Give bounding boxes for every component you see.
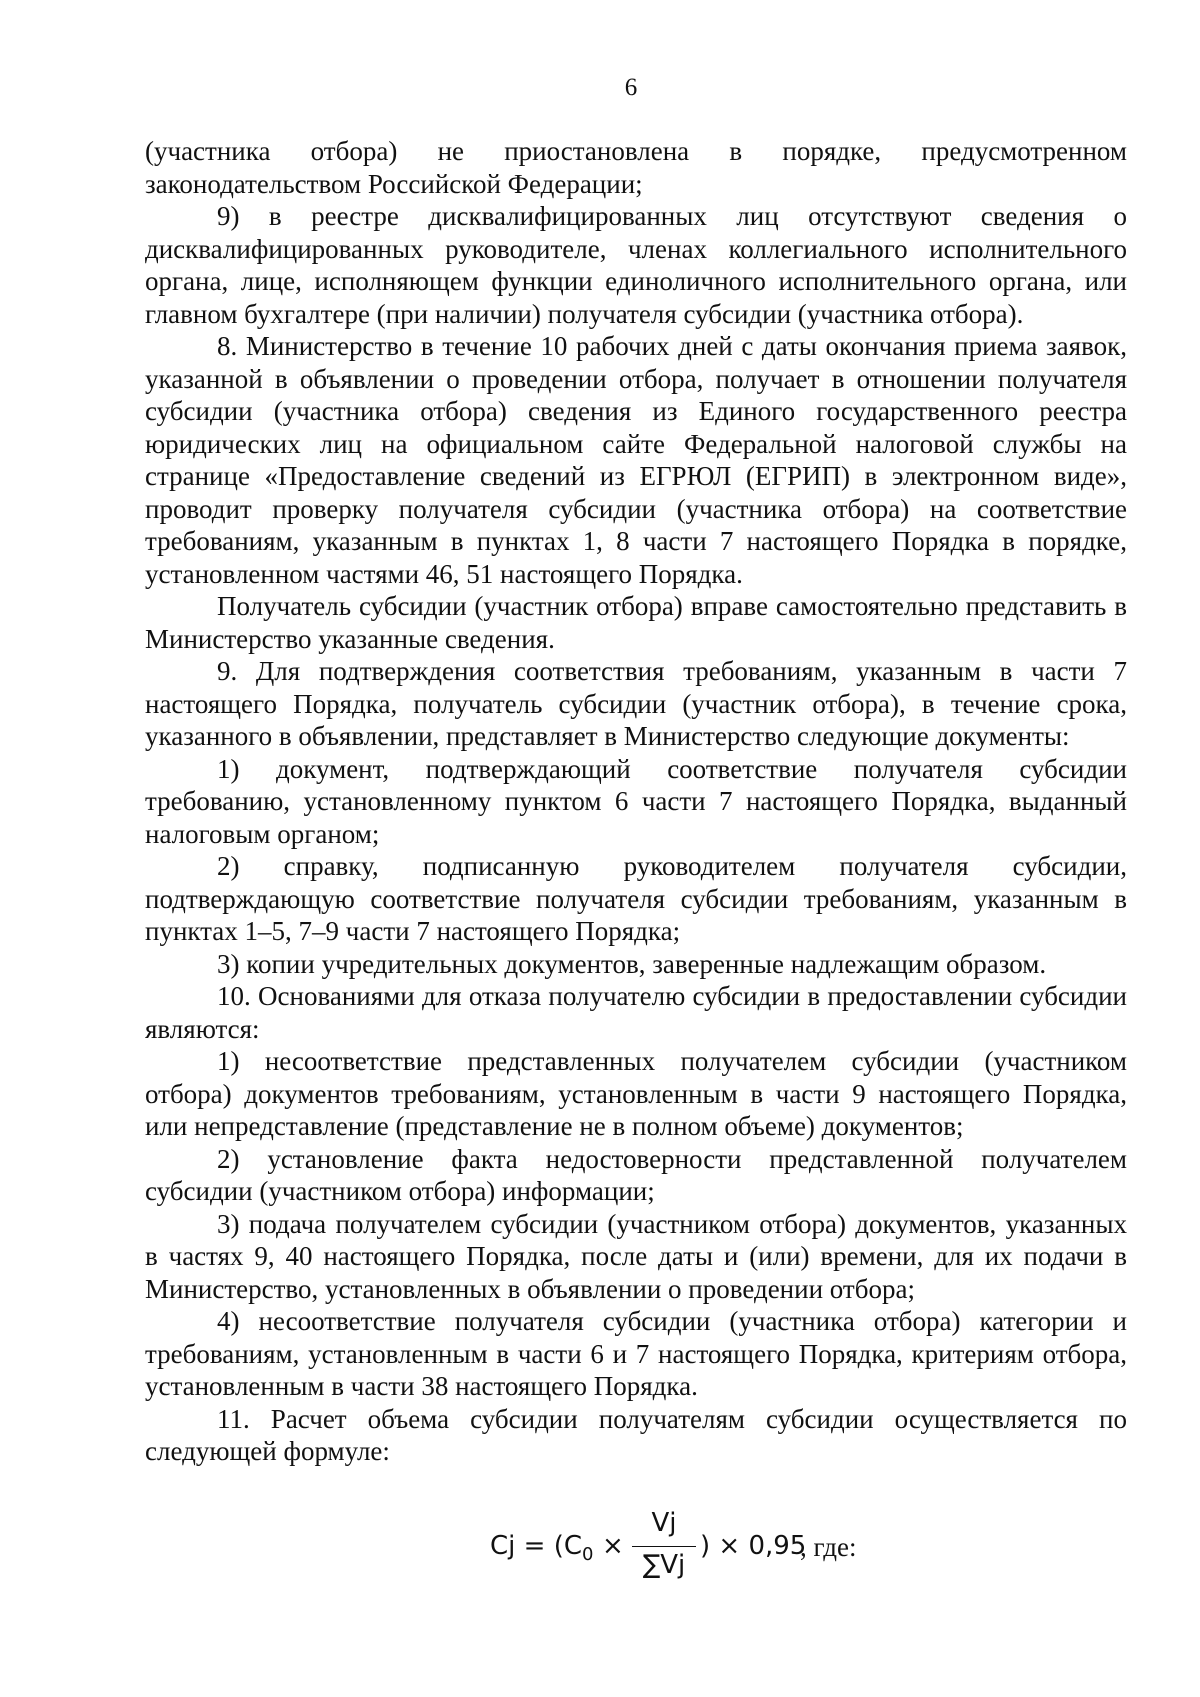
paragraph: 3) копии учредительных документов, заверенные надлежащим образом. (217, 948, 1047, 979)
paragraph: 2) установление факта недостоверности представленной получателем субсидии (участником отбора) информации; (145, 1143, 1127, 1206)
paragraph: (участника отбора) не приостановлена в порядке, предусмотренном законодательством Российской Федерации; (145, 136, 1127, 199)
formula-subscript: 0 (582, 1544, 594, 1566)
paragraph: 2) справку, подписанную руководителем получателя субсидии, подтверждающую соответствие получателя субсидии требованиям, указанным в пунктах 1–5, 7–9 части 7 настоящего Порядка; (145, 851, 1127, 946)
formula-lhs: Cj = (C (490, 1531, 582, 1561)
paragraph: 3) подача получателем субсидии (участником отбора) документов, указанных в частях 9, 40 настоящего Порядка, после даты и (или) времени, для их подачи в Министерство, установленных в объявлении о проведении отбора; (145, 1208, 1127, 1304)
page-number: 6 (624, 74, 638, 101)
formula-denominator: ∑Vj (642, 1550, 686, 1580)
formula-tail: ) × 0,95 (700, 1531, 807, 1561)
paragraph: 9. Для подтверждения соответствия требованиям, указанным в части 7 настоящего Порядка, получатель субсидии (участник отбора), в течение срока, указанного в объявлении, представляет в Министерство следующие документы: (145, 656, 1127, 751)
formula-suffix: , где: (800, 1532, 857, 1562)
paragraph: 4) несоответствие получателя субсидии (участника отбора) категории и требованиям, установленным в части 6 и 7 настоящего Порядка, критериям отбора, установленным в части 38 настоящего Порядка. (145, 1306, 1127, 1401)
paragraph: 9) в реестре дисквалифицированных лиц отсутствуют сведения о дисквалифицированных руководителе, членах коллегиального исполнительного органа, лице, исполняющем функции единоличного исполнительного органа, или главном бухгалтере (при наличии) получателя субсидии (участника отбора). (145, 201, 1127, 329)
paragraph: Получатель субсидии (участник отбора) вправе самостоятельно представить в Министерство указанные сведения. (145, 591, 1127, 654)
paragraph: 1) документ, подтверждающий соответствие получателя субсидии требованию, установленному пунктом 6 части 7 настоящего Порядка, выданный налоговым органом; (145, 753, 1127, 849)
document-body (145, 135, 1127, 1468)
paragraph: 11. Расчет объема субсидии получателям субсидии осуществляется по следующей формуле: (145, 1403, 1127, 1466)
formula-numerator: Vj (651, 1508, 677, 1538)
paragraph: 8. Министерство в течение 10 рабочих дней с даты окончания приема заявок, указанной в объявлении о проведении отбора, получает в отношении получателя субсидии (участника отбора) сведения из Единого государственного реестра юридических лиц на официальном сайте Федеральной налоговой службы на странице «Предоставление сведений из ЕГРЮЛ (ЕГРИП) в электронном виде», проводит проверку получателя субсидии (участника отбора) на соответствие требованиям, указанным в пунктах 1, 8 части 7 настоящего Порядка в порядке, установленном частями 46, 51 настоящего Порядка. (145, 331, 1127, 589)
paragraph: 1) несоответствие представленных получателем субсидии (участником отбора) документов требованиям, установленным в части 9 настоящего Порядка, или непредставление (представление не в полном объеме) документов; (145, 1046, 1127, 1141)
formula-times: × (602, 1531, 624, 1561)
paragraph: 10. Основаниями для отказа получателю субсидии в предоставлении субсидии являются: (145, 981, 1127, 1044)
formula-fraction-bar (632, 1546, 696, 1547)
